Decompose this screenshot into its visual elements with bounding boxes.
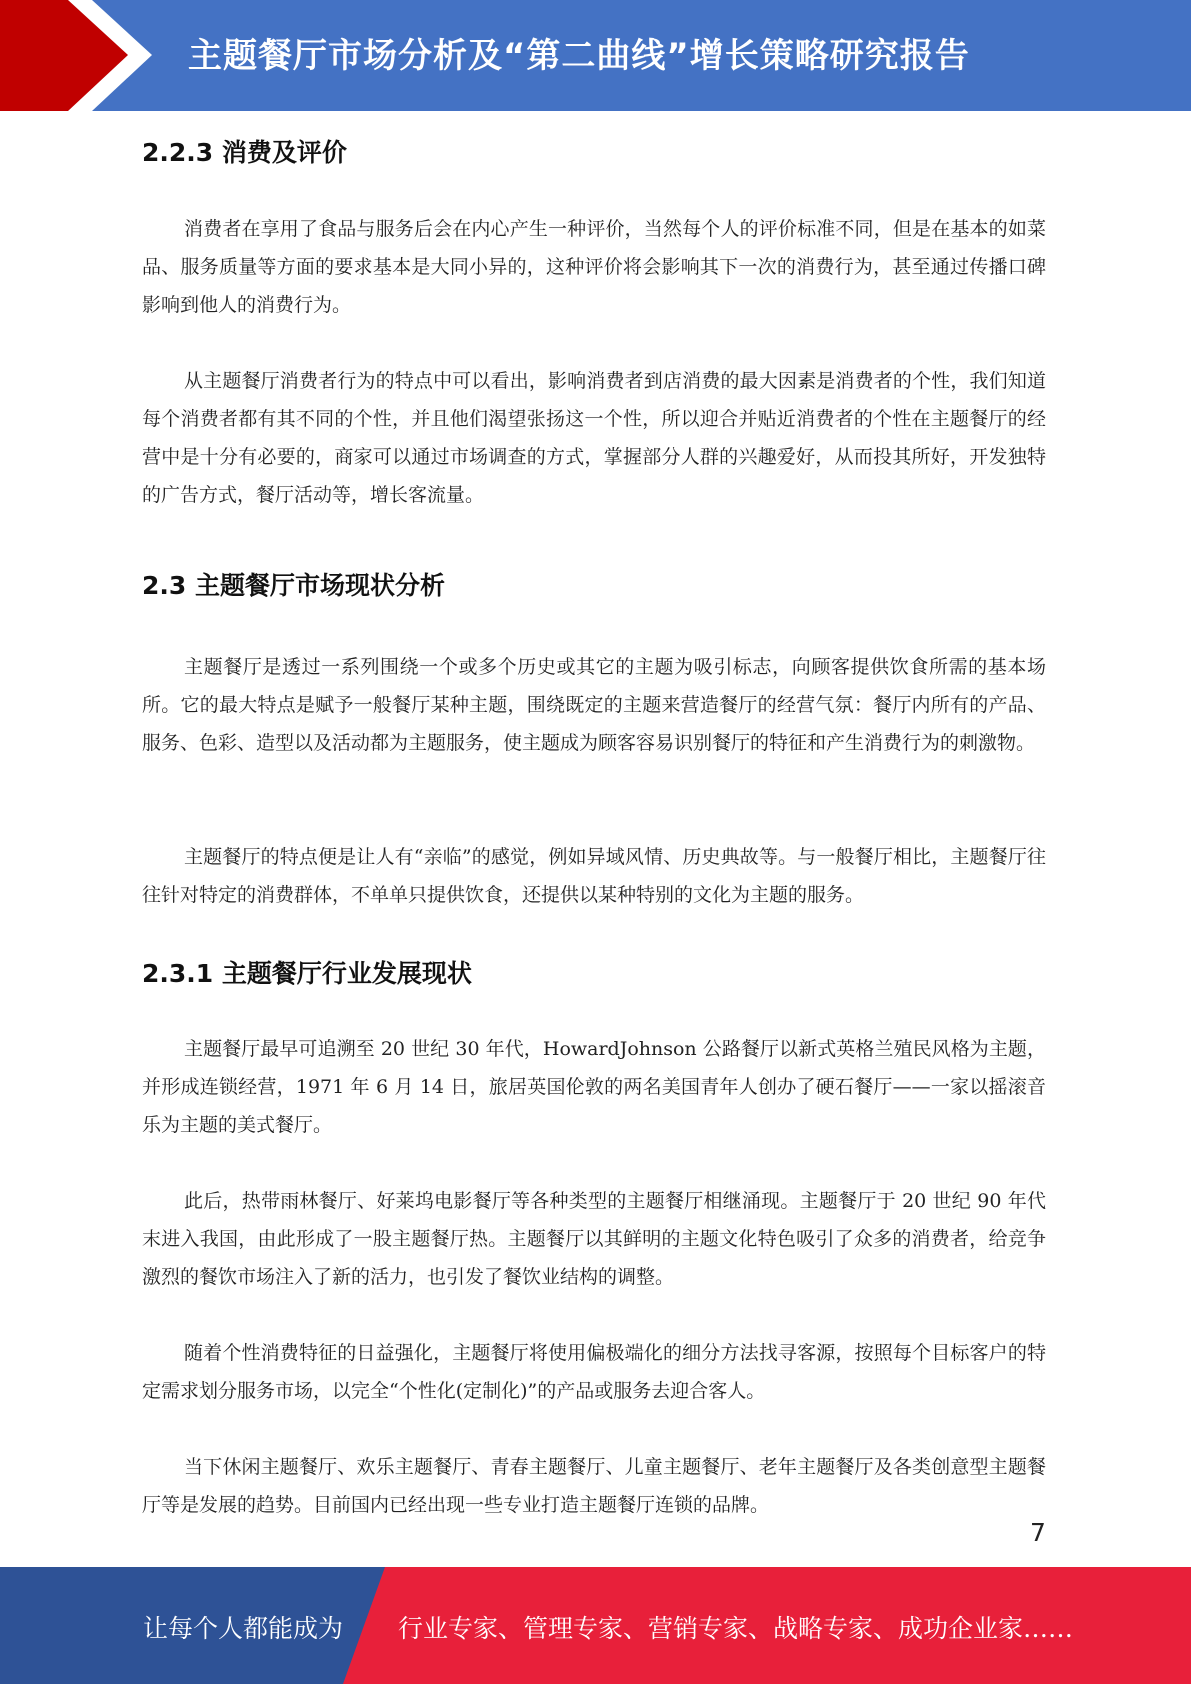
section-heading-2-3-1: 2.3.1 主题餐厅行业发展现状 xyxy=(142,959,472,988)
paragraph: 当下休闲主题餐厅、欢乐主题餐厅、青春主题餐厅、儿童主题餐厅、老年主题餐厅及各类创意型主题餐厅等是发展的趋势。目前国内已经出现一些专业打造主题餐厅连锁的品牌。 xyxy=(142,1456,1046,1516)
paragraph: 消费者在享用了食品与服务后会在内心产生一种评价，当然每个人的评价标准不同，但是在基本的如菜品、服务质量等方面的要求基本是大同小异的，这种评价将会影响其下一次的消费行为，甚至通过传播口碑影响到他人的消费行为。 xyxy=(142,218,1046,316)
footer-slogan-right: 行业专家、管理专家、营销专家、战略专家、成功企业家…… xyxy=(398,1614,1074,1643)
page-number: 7 xyxy=(1030,1518,1046,1547)
paragraph: 主题餐厅的特点便是让人有“亲临”的感觉，例如异域风情、历史典故等。与一般餐厅相比，主题餐厅往往针对特定的消费群体，不单单只提供饮食，还提供以某种特别的文化为主题的服务。 xyxy=(142,846,1046,906)
section-heading-2-3: 2.3 主题餐厅市场现状分析 xyxy=(142,571,445,600)
footer-slogan-left: 让每个人都能成为 xyxy=(143,1614,344,1643)
page-footer xyxy=(0,1567,1191,1684)
paragraph: 此后，热带雨林餐厅、好莱坞电影餐厅等各种类型的主题餐厅相继涌现。主题餐厅于 20 世纪 90 年代末进入我国，由此形成了一股主题餐厅热。主题餐厅以其鲜明的主题文化特色吸引了众多的消费者，给竞争激烈的餐饮市场注入了新的活力，也引发了餐饮业结构的调整。 xyxy=(142,1190,1046,1288)
report-title: 主题餐厅市场分析及“第二曲线”增长策略研究报告 xyxy=(188,36,970,76)
paragraph: 随着个性消费特征的日益强化，主题餐厅将使用偏极端化的细分方法找寻客源，按照每个目标客户的特定需求划分服务市场，以完全“个性化(定制化)”的产品或服务去迎合客人。 xyxy=(142,1342,1046,1402)
paragraph: 从主题餐厅消费者行为的特点中可以看出，影响消费者到店消费的最大因素是消费者的个性，我们知道每个消费者都有其不同的个性，并且他们渴望张扬这一个性，所以迎合并贴近消费者的个性在主题餐厅的经营中是十分有必要的，商家可以通过市场调查的方式，掌握部分人群的兴趣爱好，从而投其所好，开发独特的广告方式，餐厅活动等，增长客流量。 xyxy=(142,370,1046,506)
paragraph: 主题餐厅最早可追溯至 20 世纪 30 年代，HowardJohnson 公路餐厅以新式英格兰殖民风格为主题，并形成连锁经营，1971 年 6 月 14 日，旅居英国伦敦的两名美国青年人创办了硬石餐厅——一家以摇滚音乐为主题的美式餐厅。 xyxy=(142,1038,1046,1136)
section-heading-2-2-3: 2.2.3 消费及评价 xyxy=(142,138,347,167)
header-chevron-icon xyxy=(0,0,160,111)
paragraph: 主题餐厅是透过一系列围绕一个或多个历史或其它的主题为吸引标志，向顾客提供饮食所需的基本场所。它的最大特点是赋予一般餐厅某种主题，围绕既定的主题来营造餐厅的经营气氛：餐厅内所有的产品、服务、色彩、造型以及活动都为主题服务，使主题成为顾客容易识别餐厅的特征和产生消费行为的刺激物。 xyxy=(142,656,1046,754)
page-header xyxy=(0,0,1191,111)
